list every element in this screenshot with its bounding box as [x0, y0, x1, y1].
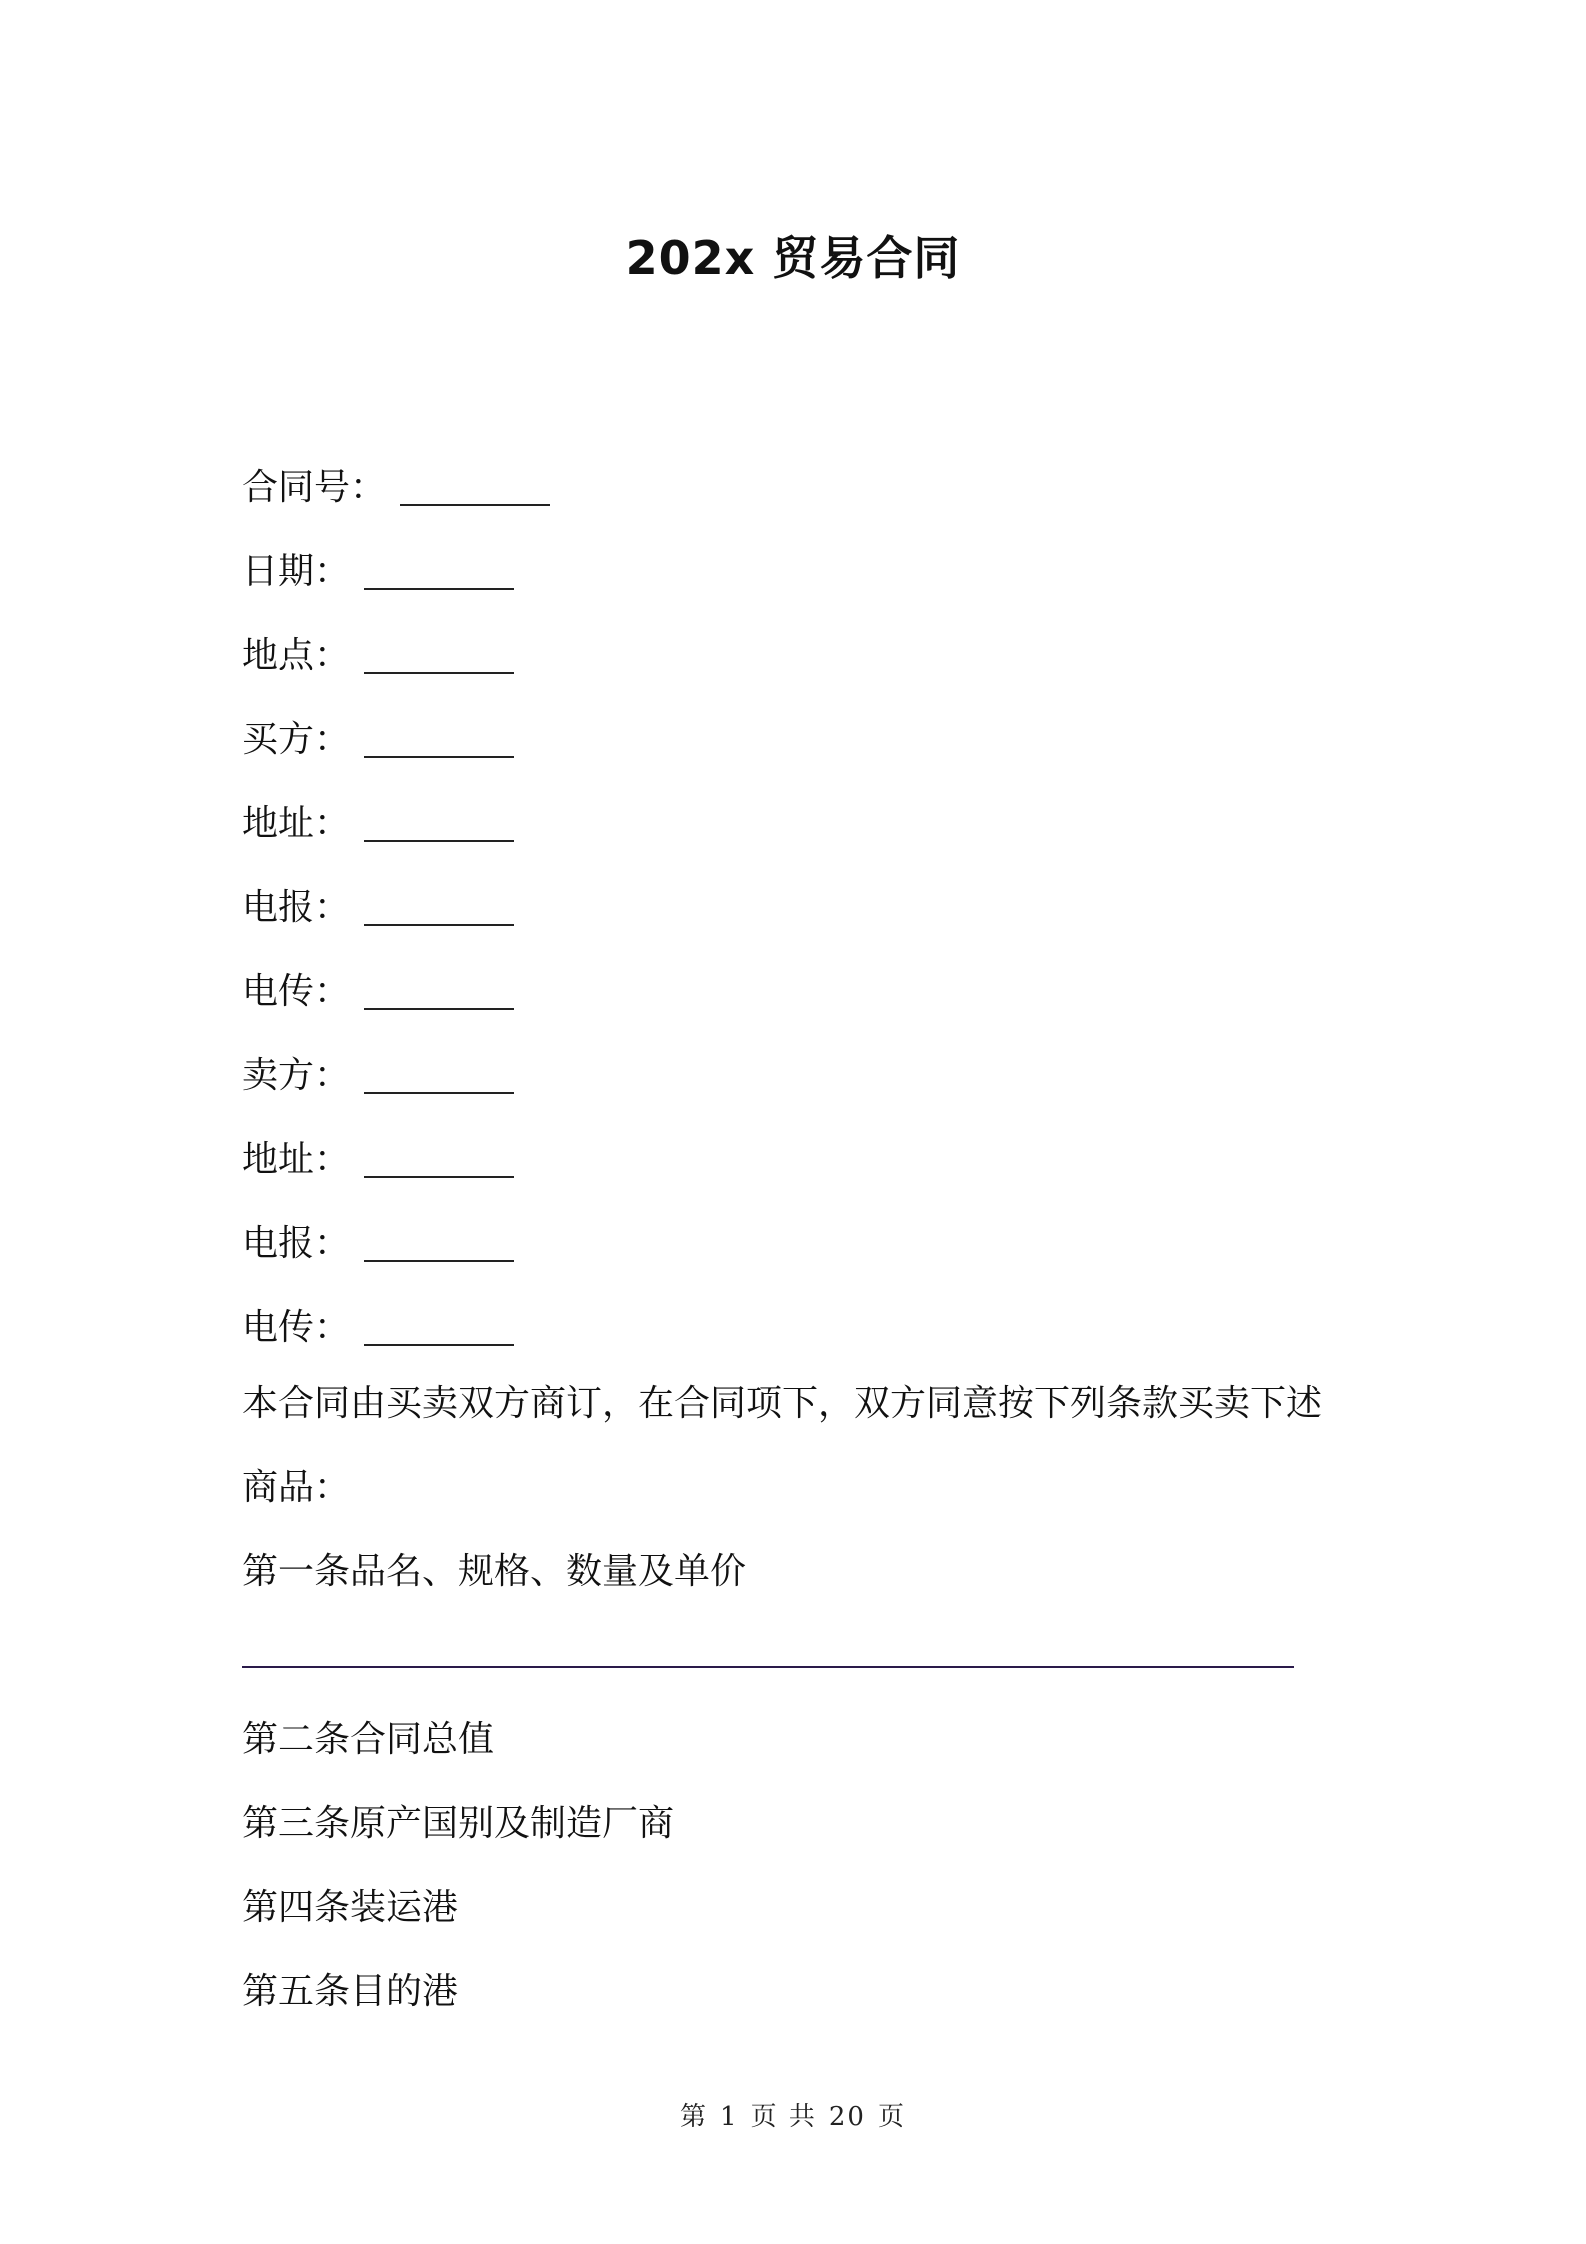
contract-number-blank	[400, 464, 550, 506]
contract-number-field	[242, 450, 550, 510]
seller-address-blank	[364, 1136, 514, 1178]
buyer-blank	[364, 716, 514, 758]
field-label: 电报：	[242, 887, 351, 928]
article-4-heading: 第四条装运港	[242, 1887, 459, 1928]
field-label: 电传：	[242, 1307, 351, 1348]
buyer-telex-blank	[364, 968, 514, 1010]
footer-page-number: 1	[720, 2102, 739, 2132]
seller-telex-blank	[364, 1304, 514, 1346]
date-blank	[364, 548, 514, 590]
field-label: 地址：	[242, 1139, 351, 1180]
field-label: 合同号：	[242, 467, 387, 508]
seller-telegram-blank	[364, 1220, 514, 1262]
intro-paragraph-line-1: 本合同由买卖双方商订，在合同项下，双方同意按下列条款买卖下述	[242, 1383, 1323, 1424]
buyer-address-blank	[364, 800, 514, 842]
document-title: 202x 贸易合同	[625, 231, 961, 285]
seller-telegram-field	[242, 1206, 514, 1266]
buyer-telegram-blank	[364, 884, 514, 926]
article-2-heading: 第二条合同总值	[242, 1719, 495, 1760]
field-label: 日期：	[242, 551, 351, 592]
place-field	[242, 618, 514, 678]
seller-telex-field	[242, 1290, 514, 1350]
intro-paragraph-line-2: 商品：	[242, 1467, 351, 1508]
field-label: 地址：	[242, 803, 351, 844]
buyer-field	[242, 702, 514, 762]
field-label: 电报：	[242, 1223, 351, 1264]
field-label: 电传：	[242, 971, 351, 1012]
field-label: 买方：	[242, 719, 351, 760]
footer-middle: 页 共	[750, 2102, 817, 2132]
buyer-telegram-field	[242, 870, 514, 930]
buyer-telex-field	[242, 954, 514, 1014]
place-blank	[364, 632, 514, 674]
footer-prefix: 第	[680, 2102, 709, 2132]
field-label: 卖方：	[242, 1055, 351, 1096]
seller-address-field	[242, 1122, 514, 1182]
seller-field	[242, 1038, 514, 1098]
footer-suffix: 页	[877, 2102, 906, 2132]
article-1-fill-line	[242, 1666, 1294, 1668]
buyer-address-field	[242, 786, 514, 846]
footer-total-pages: 20	[828, 2102, 866, 2132]
article-1-heading: 第一条品名、规格、数量及单价	[242, 1551, 747, 1592]
article-5-heading: 第五条目的港	[242, 1971, 459, 2012]
seller-blank	[364, 1052, 514, 1094]
date-field	[242, 534, 514, 594]
article-3-heading: 第三条原产国别及制造厂商	[242, 1803, 675, 1844]
field-label: 地点：	[242, 635, 351, 676]
page-footer	[0, 2096, 1586, 2133]
